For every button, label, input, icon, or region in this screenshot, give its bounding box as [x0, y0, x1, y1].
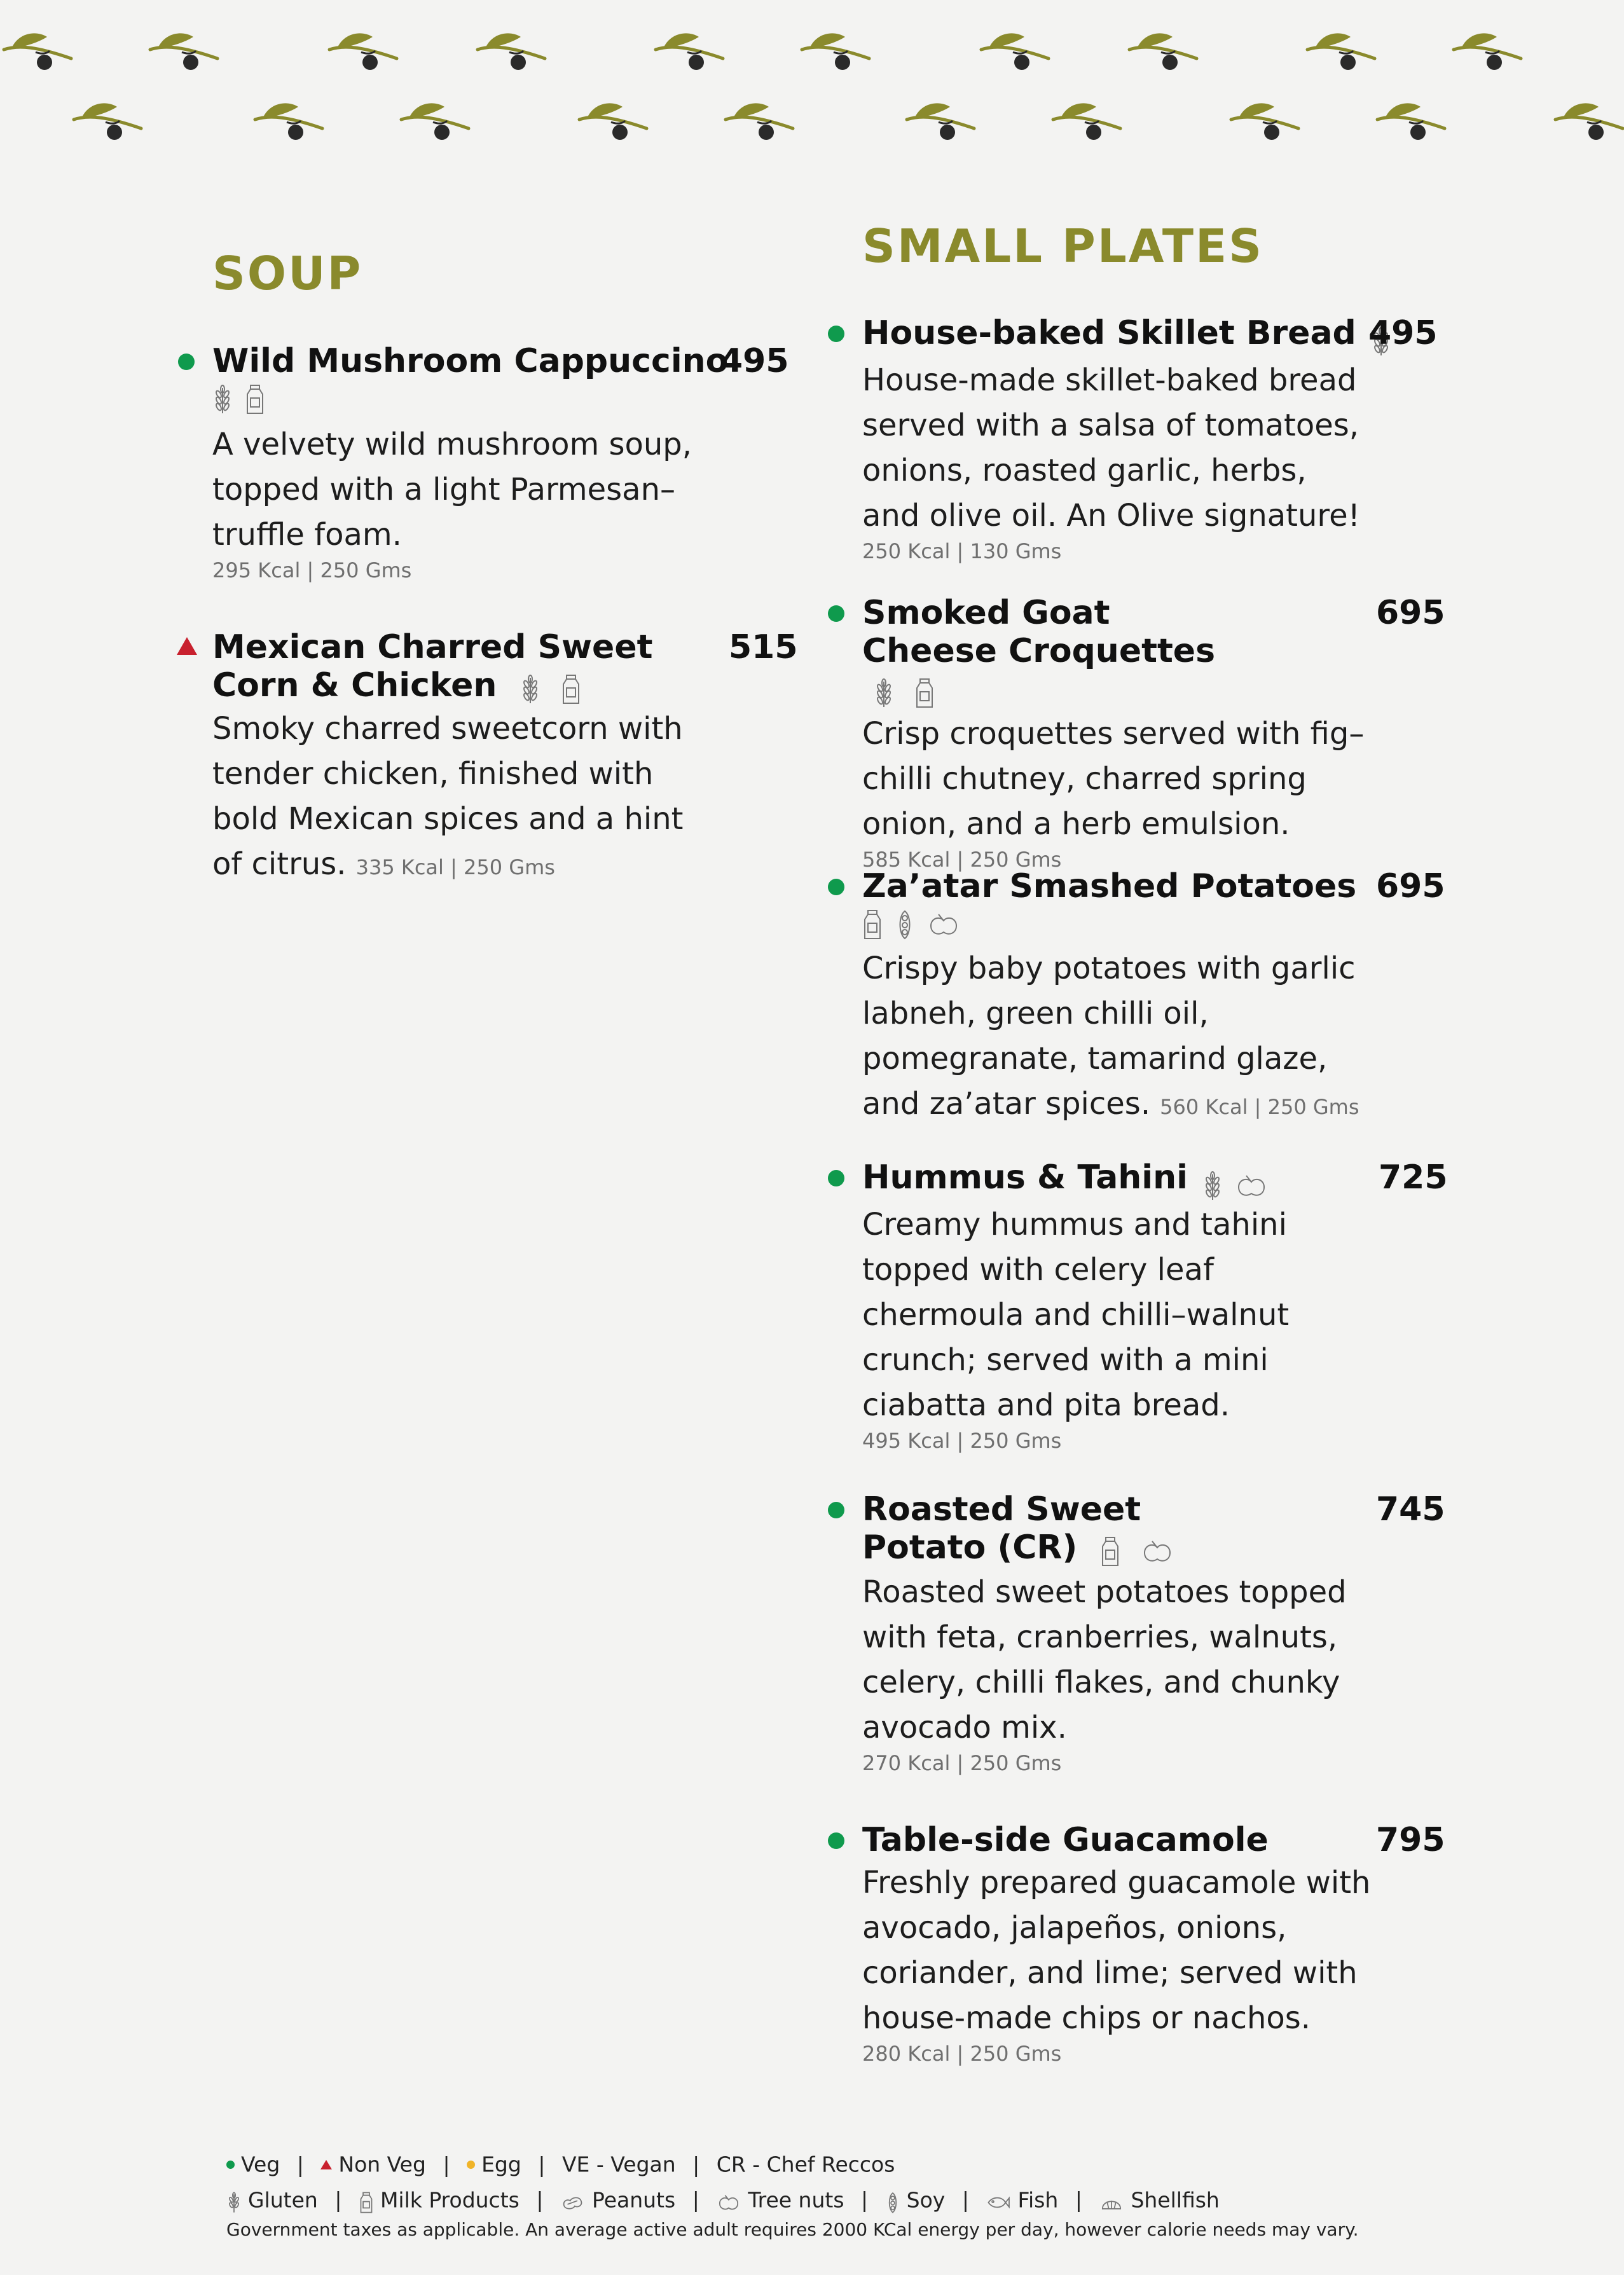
milk-icon [1100, 1536, 1120, 1567]
gluten-icon [1202, 1171, 1223, 1201]
item-name: House-baked Skillet Bread [862, 314, 1356, 352]
legend-label: CR - Chef Reccos [716, 2152, 895, 2177]
milk-icon [561, 674, 581, 704]
legend [226, 2147, 1435, 2243]
item-name: Table-side Guacamole [862, 1821, 1269, 1859]
milk-icon [245, 384, 265, 415]
item-nutrition: 295 Kcal | 250 Gms [212, 558, 412, 582]
tree-nuts-icon [716, 2189, 741, 2211]
legend-label: Non Veg [338, 2152, 426, 2177]
olive-branch-icon [977, 25, 1054, 83]
item-name: Za’atar Smashed Potatoes [862, 867, 1357, 905]
menu-item [862, 1490, 1445, 1776]
item-description: Creamy hummus and tahini topped with celery leaf chermoula and chilli–walnut crunch; served with a mini ciabatta and pita bread. [862, 1206, 1290, 1423]
veg-marker [828, 1502, 844, 1518]
menu-item [212, 342, 789, 583]
allergen-icons [520, 668, 590, 706]
item-name: Wild Mushroom Cappuccino [212, 342, 729, 380]
small-plates-section-title: SMALL PLATES [862, 219, 1263, 273]
menu-item [862, 1821, 1445, 2066]
item-price: 725 [1379, 1158, 1448, 1197]
olive-branch-icon [1049, 95, 1125, 153]
menu-item [212, 628, 798, 887]
item-name: Mexican Charred Sweet Corn & Chicken [212, 628, 653, 704]
olive-branch-icon [146, 25, 223, 83]
peanuts-icon [560, 2189, 586, 2211]
olive-branch-icon [251, 95, 327, 153]
olive-branch-icon [1552, 95, 1624, 153]
item-nutrition: 560 Kcal | 250 Gms [1160, 1095, 1359, 1119]
item-description: Freshly prepared guacamole with avocado, jalapeños, onions, coriander, and lime; served with house-made chips or nachos. [862, 1865, 1371, 2036]
veg-marker [828, 605, 844, 622]
item-price: 695 [1376, 594, 1445, 632]
veg-marker [178, 354, 195, 370]
diet-legend: Veg | Non Veg | Egg | VE - Vegan | CR - Chef Reccos [226, 2147, 1435, 2182]
olive-branch-icon [0, 25, 76, 83]
item-description: Smoky charred sweetcorn with tender chicken, finished with bold Mexican spices and a hint of citrus. [212, 711, 684, 882]
tree-nuts-icon [1141, 1536, 1174, 1567]
milk-icon [914, 678, 935, 708]
item-name: Hummus & Tahini [862, 1158, 1188, 1197]
tree-nuts-icon [927, 909, 960, 940]
item-description: Crisp croquettes served with fig–chilli chutney, charred spring onion, and a herb emulsion. [862, 716, 1365, 842]
olive-branch-icon [397, 95, 474, 153]
menu-item [862, 1158, 1448, 1454]
allergen-legend: Gluten | Milk Products | Peanuts | Tree nuts | Soy | Fish | Shellfish [226, 2182, 1435, 2218]
item-price: 745 [1376, 1490, 1445, 1529]
item-nutrition: 585 Kcal | 250 Gms [862, 848, 1062, 872]
legend-label: Fish [1017, 2187, 1059, 2212]
olive-branch-icon [1450, 25, 1526, 83]
item-price: 515 [729, 628, 798, 666]
olive-branch-icon [1373, 95, 1450, 153]
shellfish-icon [1099, 2189, 1124, 2211]
milk-icon [359, 2189, 374, 2211]
allergen-icons [1100, 1530, 1183, 1569]
item-description: Crispy baby potatoes with garlic labneh, green chilli oil, pomegranate, tamarind glaze, and za’atar spices. [862, 951, 1356, 1122]
soy-icon [885, 2189, 900, 2211]
item-price: 695 [1376, 867, 1445, 905]
gluten-icon [520, 674, 540, 704]
olive-branch-icon [1227, 95, 1304, 153]
olive-branch-icon [1125, 25, 1202, 83]
legend-label: Milk Products [380, 2187, 520, 2212]
olive-branch-icon [903, 95, 979, 153]
legend-label: Gluten [248, 2187, 318, 2212]
soup-section-title: SOUP [212, 247, 363, 300]
milk-icon [862, 909, 883, 940]
olive-branch-icon [70, 95, 146, 153]
item-description: A velvety wild mushroom soup, topped with a light Parmesan–truffle foam. [212, 427, 692, 553]
legend-label: Veg [241, 2152, 280, 2177]
item-nutrition: 495 Kcal | 250 Gms [862, 1428, 1062, 1453]
item-name: Smoked Goat Cheese Croquettes [862, 594, 1216, 670]
legend-label: Egg [481, 2152, 521, 2177]
item-description: Roasted sweet potatoes topped with feta, cranberries, walnuts, celery, chilli flakes, and chunky avocado mix. [862, 1574, 1347, 1745]
footnote: Government taxes as applicable. An average active adult requires 2000 KCal energy per day, however calorie needs may vary. [226, 2219, 1359, 2240]
nonveg-triangle-icon [320, 2160, 332, 2169]
nonveg-marker [177, 637, 197, 655]
item-nutrition: 270 Kcal | 250 Gms [862, 1751, 1062, 1775]
item-nutrition: 280 Kcal | 250 Gms [862, 2042, 1062, 2066]
soy-icon [895, 909, 915, 940]
allergen-icons [212, 384, 785, 421]
legend-label: Tree nuts [748, 2187, 844, 2212]
olive-branch-icon [575, 95, 652, 153]
veg-marker [828, 1832, 844, 1849]
item-nutrition: 335 Kcal | 250 Gms [355, 855, 555, 879]
olive-branch-icon [326, 25, 402, 83]
item-nutrition: 250 Kcal | 130 Gms [862, 539, 1062, 563]
veg-marker [828, 326, 844, 342]
olive-border-bottom-row [0, 95, 1624, 197]
item-description: House-made skillet-baked bread served with a salsa of tomatoes, onions, roasted garlic, herbs, and olive oil. An Olive signature! [862, 362, 1360, 533]
veg-dot-icon [226, 2161, 235, 2169]
allergen-icons [1202, 1171, 1277, 1201]
gluten-icon [874, 678, 894, 708]
olive-branch-icon [652, 25, 728, 83]
fish-icon [986, 2189, 1011, 2211]
legend-label: Shellfish [1131, 2187, 1220, 2212]
olive-branch-icon [722, 95, 798, 153]
egg-dot-icon [467, 2161, 475, 2169]
veg-marker [828, 1170, 844, 1186]
item-price: 495 [1368, 314, 1438, 352]
item-price: 495 [720, 342, 789, 380]
item-price: 795 [1376, 1821, 1445, 1859]
gluten-icon [226, 2189, 242, 2211]
allergen-icons [874, 672, 944, 710]
menu-item [862, 594, 1445, 872]
legend-label: Soy [906, 2187, 946, 2212]
olive-branch-icon [1304, 25, 1380, 83]
menu-item [862, 867, 1445, 1127]
olive-branch-icon [798, 25, 874, 83]
legend-label: VE - Vegan [561, 2152, 676, 2177]
olive-branch-icon [474, 25, 550, 83]
allergen-icons [862, 909, 1435, 946]
veg-marker [828, 879, 844, 895]
tree-nuts-icon [1235, 1171, 1268, 1201]
gluten-icon [212, 384, 233, 415]
legend-label: Peanuts [591, 2187, 676, 2212]
item-name: Roasted Sweet Potato (CR) [862, 1490, 1141, 1567]
menu-item [862, 314, 1438, 564]
